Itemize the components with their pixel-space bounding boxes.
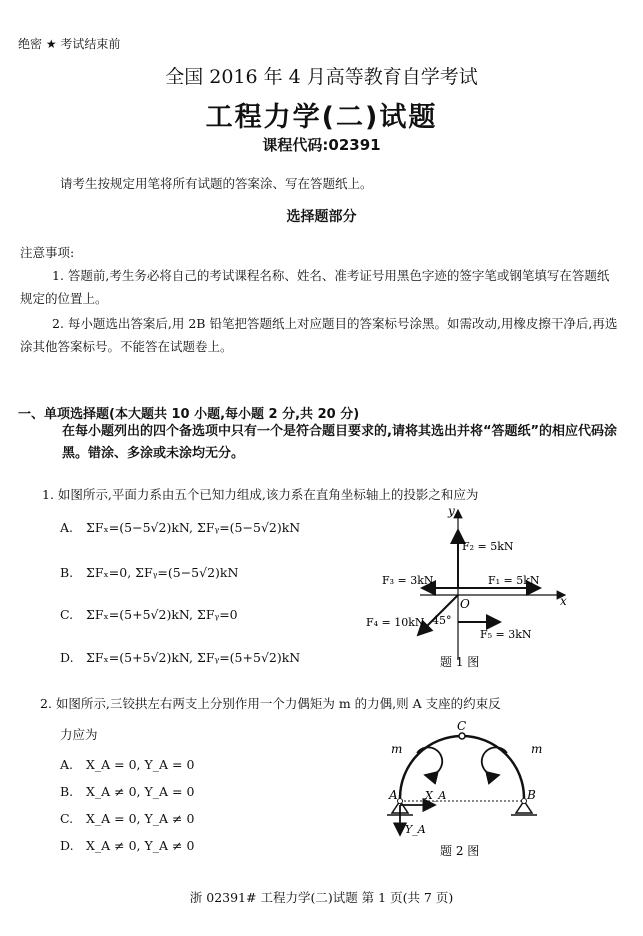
figure-1-caption: 题 1 图 [440, 655, 480, 669]
section-heading: 一、单项选择题(本大题共 10 小题,每小题 2 分,共 20 分) [18, 407, 360, 422]
label-c: C [457, 719, 467, 733]
x-axis-label: x [560, 594, 567, 608]
exam-title: 全国 2016 年 4 月高等教育自学考试 [165, 66, 478, 88]
option-label: A. [60, 520, 74, 535]
section-instruction: 在每小题列出的四个备选项中只有一个是符合题目要求的,请将其选出并将“答题纸”的相应代码涂黑。错涂、多涂或未涂均无分。 [62, 424, 618, 461]
attention-item-1: 1. 答题前,考生务必将自己的考试课程名称、姓名、准考证号用黑色字迹的签字笔或钢笔填写在答题纸规定的位置上。 [20, 268, 610, 306]
attention-heading: 注意事项: [20, 245, 75, 260]
q2-stem-line2: 力应为 [60, 727, 98, 742]
subject-title: 工程力学(二)试题 [205, 102, 438, 133]
figure-1 [360, 500, 580, 680]
q2-option-c [60, 811, 194, 826]
option-text: X_A = 0, Y_A = 0 [86, 757, 195, 772]
angle-label: 45° [432, 614, 452, 627]
m-right-label: m [531, 742, 543, 756]
option-text: X_A ≠ 0, Y_A = 0 [86, 784, 195, 799]
pin-b [522, 799, 527, 804]
ya-label: Y_A [405, 823, 426, 836]
option-text: ΣFₓ=(5−5√2)kN, ΣFᵧ=(5−5√2)kN [86, 520, 301, 535]
footer: 浙 02391# 工程力学(二)试题 第 1 页(共 7 页) [189, 890, 454, 905]
option-label: C. [60, 607, 74, 622]
figure-2-caption: 题 2 图 [440, 844, 480, 858]
option-text: X_A ≠ 0, Y_A ≠ 0 [86, 838, 195, 853]
q2-option-a [60, 757, 194, 772]
option-text: ΣFₓ=0, ΣFᵧ=(5−5√2)kN [86, 565, 239, 580]
hinge-c [459, 733, 465, 739]
f2-label: F₂ = 5kN [462, 540, 514, 553]
option-text: ΣFₓ=(5+5√2)kN, ΣFᵧ=(5+5√2)kN [86, 650, 301, 665]
f4-label: F₄ = 10kN [366, 616, 425, 629]
notice-text: 请考生按规定用笔将所有试题的答案涂、写在答题纸上。 [60, 176, 373, 191]
q2-stem-line1: 2. 如图所示,三铰拱左右两支上分别作用一个力偶矩为 m 的力偶,则 A 支座的约束反 [40, 696, 501, 711]
f5-label: F₅ = 3kN [480, 628, 532, 641]
q1-option-d [60, 650, 300, 665]
option-label: B. [60, 784, 74, 799]
y-axis-label: y [448, 504, 455, 518]
label-b: B [527, 788, 536, 802]
course-code: 课程代码:02391 [262, 136, 381, 154]
option-label: B. [60, 565, 74, 580]
option-text: X_A = 0, Y_A ≠ 0 [86, 811, 195, 826]
option-text: ΣFₓ=(5+5√2)kN, ΣFᵧ=0 [86, 607, 238, 622]
q1-option-b [60, 565, 238, 580]
xa-label: X_A [425, 789, 447, 802]
q1-option-c [60, 607, 238, 622]
q1-stem: 1. 如图所示,平面力系由五个已知力组成,该力系在直角坐标轴上的投影之和应为 [42, 487, 479, 502]
q1-option-a [60, 520, 300, 535]
q2-option-d [60, 838, 194, 853]
pin-a [398, 799, 403, 804]
q2-option-b [60, 784, 194, 799]
arch-right [462, 736, 524, 798]
option-label: A. [60, 757, 74, 772]
part-title: 选择题部分 [286, 209, 357, 225]
attention-item-2: 2. 每小题选出答案后,用 2B 铅笔把答题纸上对应题目的答案标号涂黑。如需改动,用橡皮擦干净后,再选涂其他答案标号。不能答在试题卷上。 [20, 316, 618, 354]
secret-mark: 绝密 ★ 考试结束前 [18, 37, 121, 51]
option-label: C. [60, 811, 74, 826]
origin-label: O [460, 597, 470, 611]
option-label: D. [60, 650, 74, 665]
option-label: D. [60, 838, 74, 853]
f3-label: F₃ = 3kN [382, 574, 434, 587]
f1-label: F₁ = 5kN [488, 574, 540, 587]
m-left-label: m [391, 742, 403, 756]
label-a: A [389, 788, 398, 802]
figure-2 [355, 715, 565, 865]
